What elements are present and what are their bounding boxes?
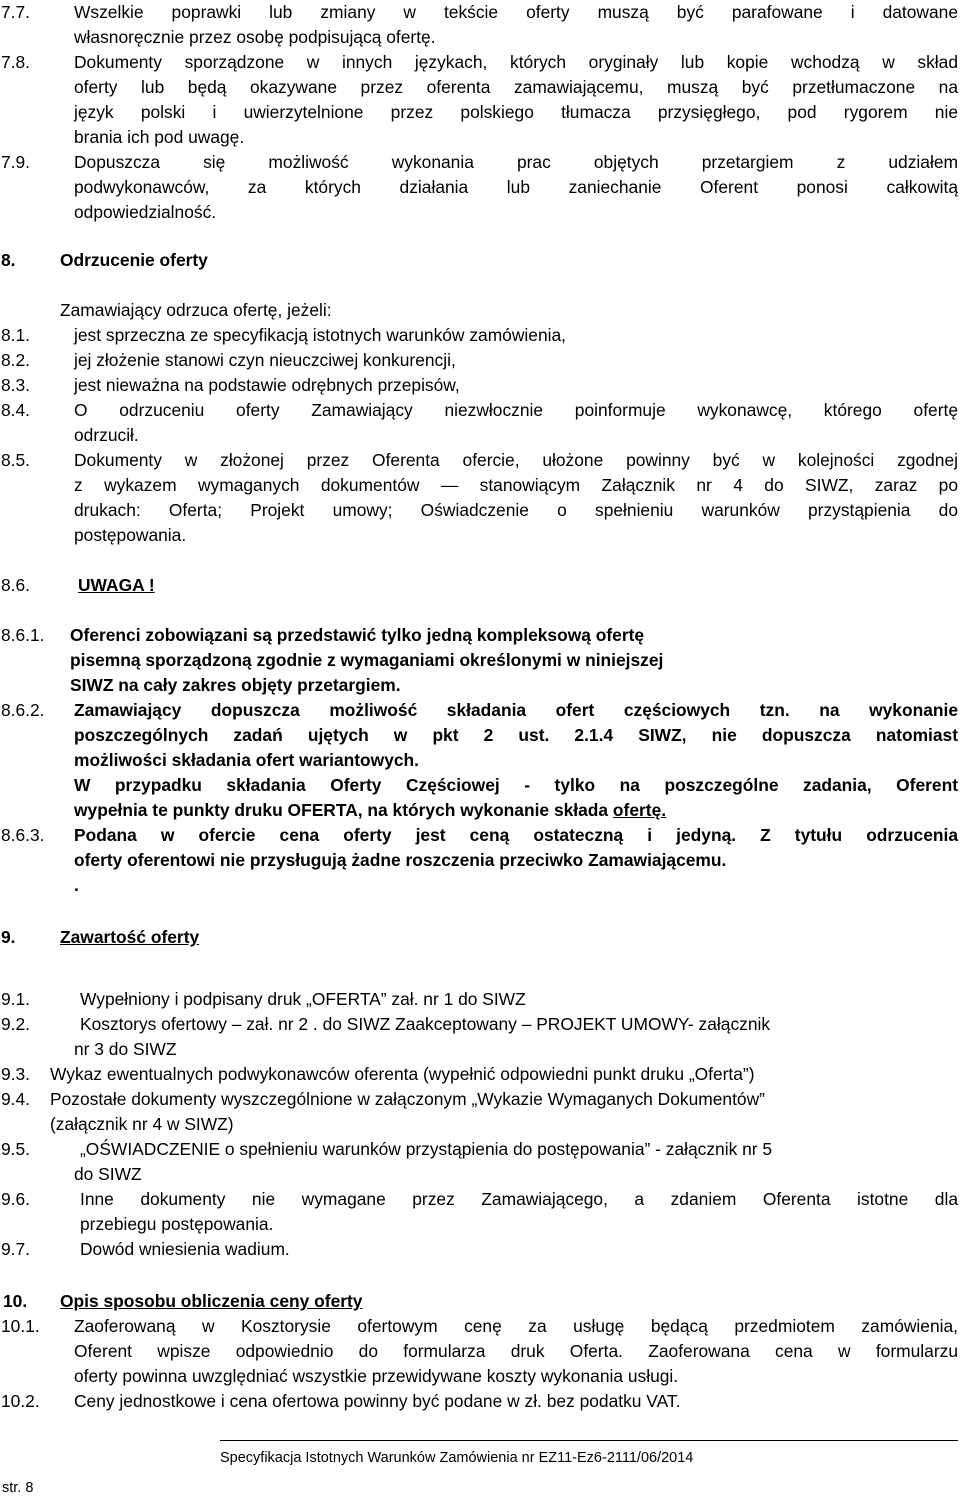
section-number: 7.9. xyxy=(1,152,31,172)
paragraph-line: Dopuszcza się możliwość wykonania prac objętych przetargiem z udziałem xyxy=(74,152,958,172)
section-number: 9.4. xyxy=(1,1089,31,1109)
section-title: Opis sposobu obliczenia ceny oferty xyxy=(60,1291,363,1311)
section-number: 9. xyxy=(1,927,16,947)
paragraph-line: SIWZ na cały zakres objęty przetargiem. xyxy=(70,675,401,695)
section-number: 10.2. xyxy=(1,1391,40,1411)
section-title: Zawartość oferty xyxy=(60,927,200,947)
section-number: 8.1. xyxy=(1,325,31,345)
paragraph-line: odrzucił. xyxy=(74,425,139,445)
section-number: 8.6.1. xyxy=(1,625,45,645)
paragraph-line: Oferenci zobowiązani są przedstawić tylko jedną kompleksową ofertę xyxy=(70,625,645,645)
section-number: 7.7. xyxy=(1,2,31,22)
paragraph-line: Zamawiający dopuszcza możliwość składania ofert częściowych tzn. na wykonanie xyxy=(74,700,958,720)
section-number: 8.3. xyxy=(1,375,31,395)
paragraph-line: W przypadku składania Oferty Częściowej - tylko na poszczególne zadania, Oferent xyxy=(74,775,958,795)
section-title: Odrzucenie oferty xyxy=(60,250,208,270)
paragraph-line: (załącznik nr 4 w SIWZ) xyxy=(50,1114,234,1134)
paragraph-line: Oferent wpisze odpowiednio do formularza druk Oferta. Zaoferowana cena w formularzu xyxy=(74,1341,958,1361)
section-number: 7.8. xyxy=(1,52,31,72)
paragraph-line: oferty powinna uwzględniać wszystkie przewidywane koszty wykonania usługi. xyxy=(74,1366,679,1386)
section-number: 8.2. xyxy=(1,350,31,370)
paragraph-line: przebiegu postępowania. xyxy=(80,1214,274,1234)
paragraph-line: oferty oferentowi nie przysługują żadne roszczenia przeciwko Zamawiającemu. xyxy=(74,850,727,870)
paragraph-line: z wykazem wymaganych dokumentów — stanowiącym Załącznik nr 4 do SIWZ, zaraz po xyxy=(74,475,958,495)
paragraph-line: Podana w ofercie cena oferty jest ceną ostateczną i jedyną. Z tytułu odrzucenia xyxy=(74,825,958,845)
section-title: UWAGA ! xyxy=(78,575,155,595)
section-number: 8.6. xyxy=(1,575,31,595)
paragraph-line: możliwości składania ofert wariantowych. xyxy=(74,750,420,770)
paragraph-line: Ceny jednostkowe i cena ofertowa powinny być podane w zł. bez podatku VAT. xyxy=(74,1391,681,1411)
section-number: 8.4. xyxy=(1,400,31,420)
text-run: wypełnia te punkty druku OFERTA, na których wykonanie składa xyxy=(74,800,613,820)
paragraph-line: własnoręcznie przez osobę podpisującą ofertę. xyxy=(74,27,436,47)
paragraph-line: Wszelkie poprawki lub zmiany w tekście oferty muszą być parafowane i datowane xyxy=(74,2,958,22)
section-number: 9.6. xyxy=(1,1189,31,1209)
section-number: 9.3. xyxy=(1,1064,31,1084)
paragraph-line xyxy=(74,1137,958,1162)
paragraph-line: drukach: Oferta; Projekt umowy; Oświadczenie o spełnieniu warunków przystąpienia do xyxy=(74,500,958,520)
paragraph-line: Pozostałe dokumenty wyszczególnione w załączonym „Wykazie Wymaganych Dokumentów” xyxy=(50,1089,765,1109)
paragraph-line: jest nieważna na podstawie odrębnych przepisów, xyxy=(74,375,460,395)
section-number: 10.1. xyxy=(1,1316,40,1336)
paragraph-line: Dokumenty w złożonej przez Oferenta ofercie, ułożone powinny być w kolejności zgodnej xyxy=(74,450,958,470)
text-run: „OŚWIADCZENIE o spełnieniu warunków przystąpienia do postępowania” - załącznik nr 5 xyxy=(80,1139,773,1159)
paragraph-line: odpowiedzialność. xyxy=(74,202,217,222)
text-run: Kosztorys ofertowy – zał. nr 2 . do SIWZ Zaakceptowany – PROJEKT UMOWY- załącznik xyxy=(80,1014,771,1034)
paragraph-line: nr 3 do SIWZ xyxy=(74,1039,177,1059)
paragraph-line: poszczególnych zadań ujętych w pkt 2 ust. 2.1.4 SIWZ, nie dopuszcza natomiast xyxy=(74,725,958,745)
section-number: 8. xyxy=(1,250,16,270)
paragraph-line xyxy=(74,798,958,823)
paragraph-line: Inne dokumenty nie wymagane przez Zamawiającego, a zdaniem Oferenta istotne dla xyxy=(80,1189,958,1209)
section-number: 9.1. xyxy=(1,989,31,1009)
paragraph-line: jej złożenie stanowi czyn nieuczciwej konkurencji, xyxy=(74,350,456,370)
footer-text: Specyfikacja Istotnych Warunków Zamówienia nr EZ11-Ez6-2111/06/2014 xyxy=(220,1450,694,1466)
section-number: 9.5. xyxy=(1,1139,31,1159)
paragraph-line: Dowód wniesienia wadium. xyxy=(80,1239,290,1259)
paragraph-line: brania ich pod uwagę. xyxy=(74,127,245,147)
paragraph-line: postępowania. xyxy=(74,525,187,545)
section-number: 9.7. xyxy=(1,1239,31,1259)
paragraph-line: pisemną sporządzoną zgodnie z wymaganiami określonymi w niniejszej xyxy=(70,650,664,670)
page-number: str. 8 xyxy=(2,1480,34,1496)
section-number: 9.2. xyxy=(1,1014,31,1034)
paragraph-line: . xyxy=(74,875,79,895)
paragraph-line: do SIWZ xyxy=(74,1164,142,1184)
paragraph-line: Dokumenty sporządzone w innych językach, których oryginały lub kopie wchodzą w skład xyxy=(74,52,958,72)
paragraph-line: Zamawiający odrzuca ofertę, jeżeli: xyxy=(60,300,332,320)
paragraph-line: O odrzuceniu oferty Zamawiający niezwłocznie poinformuje wykonawcę, którego ofertę xyxy=(74,400,958,420)
paragraph-line: oferty lub będą okazywane przez oferenta zamawiającemu, muszą być przetłumaczone na xyxy=(74,77,958,97)
footer-divider xyxy=(220,1440,958,1441)
section-number: 8.6.2. xyxy=(1,700,45,720)
paragraph-line: Zaoferowaną w Kosztorysie ofertowym cenę za usługę będącą przedmiotem zamówienia, xyxy=(74,1316,958,1336)
section-number: 10. xyxy=(3,1291,28,1311)
paragraph-line: Wypełniony i podpisany druk „OFERTA” zał. nr 1 do SIWZ xyxy=(80,989,526,1009)
underlined-word: ofertę. xyxy=(612,800,667,820)
paragraph-line: Wykaz ewentualnych podwykonawców oferenta (wypełnić odpowiedni punkt druku „Oferta”) xyxy=(50,1064,755,1084)
paragraph-line: jest sprzeczna ze specyfikacją istotnych warunków zamówienia, xyxy=(74,325,566,345)
paragraph-line: język polski i uwierzytelnione przez polskiego tłumacza przysięgłego, pod rygorem nie xyxy=(74,102,958,122)
paragraph-line: podwykonawców, za których działania lub zaniechanie Oferent ponosi całkowitą xyxy=(74,177,958,197)
section-number: 8.5. xyxy=(1,450,31,470)
section-number: 8.6.3. xyxy=(1,825,45,845)
paragraph-line xyxy=(74,1012,958,1037)
